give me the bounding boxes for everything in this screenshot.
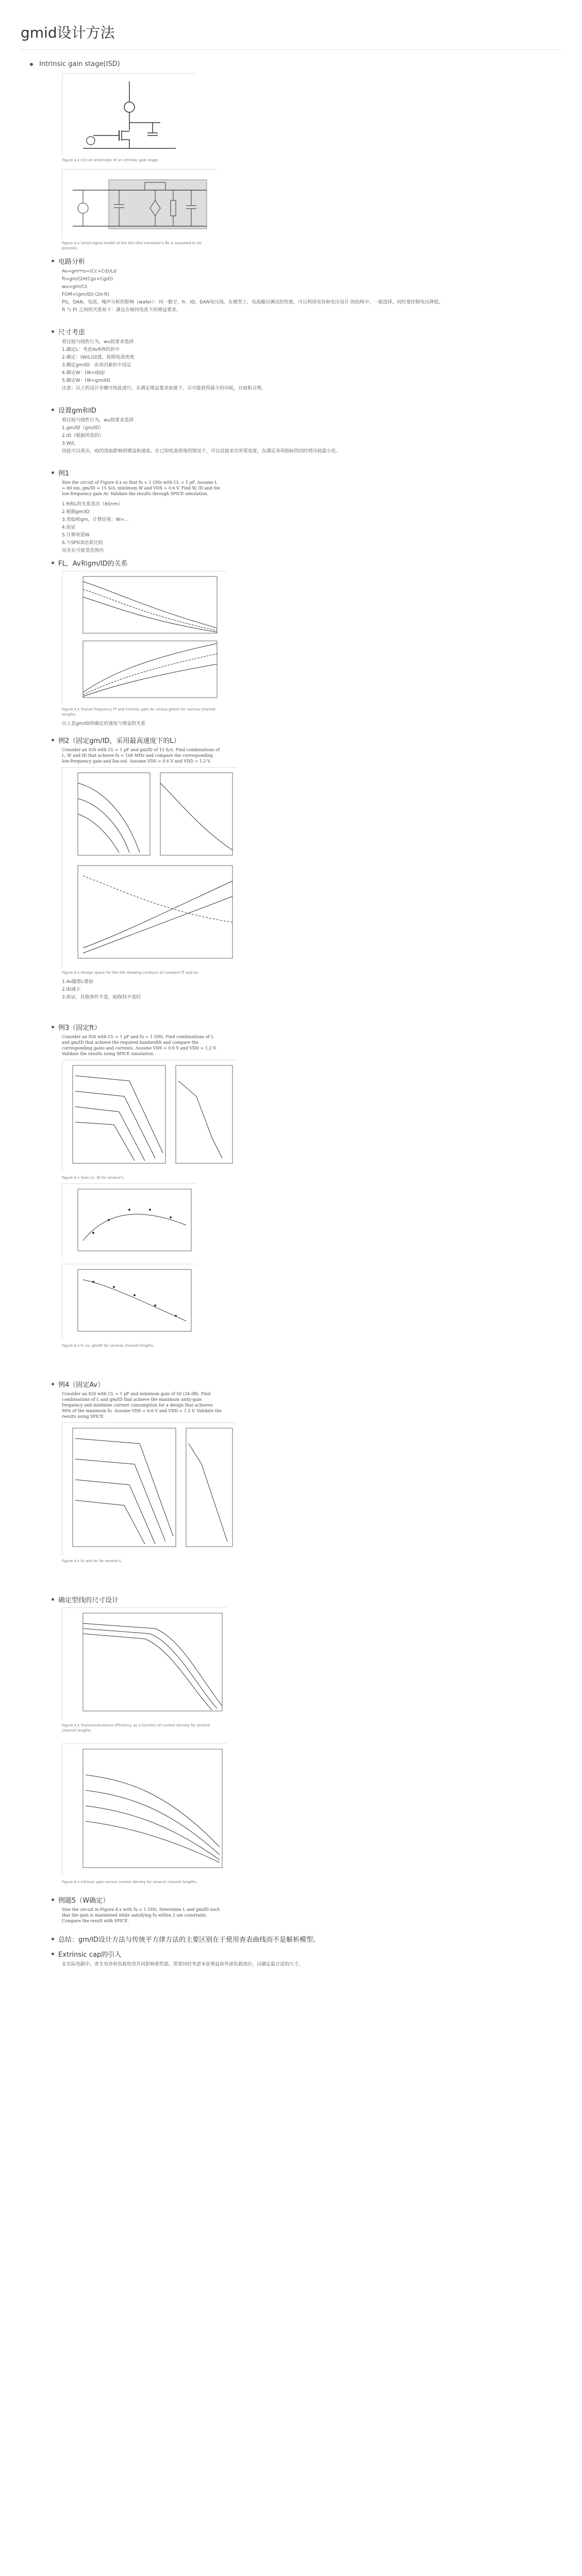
section-heading: 例题5（W确定） xyxy=(52,1895,561,1905)
text-line: 1.ft和L的关系选出（60nm） xyxy=(62,502,123,507)
figure-caption: Figure 4.x Design space for the IGS showing contours of constant fT and Av. xyxy=(62,971,199,975)
figure-caption: Figure 4.x Gain vs. ID for several L. xyxy=(62,1176,125,1180)
text-line: 以上是gm/ID所确定的速度与增益的关系 xyxy=(62,721,146,726)
figure-caption: Figure 4.x fu and Av for several L. xyxy=(62,1559,123,1563)
bullet-icon xyxy=(52,1026,54,1028)
fu-av-svg xyxy=(62,1423,238,1557)
ft-av-chart-svg xyxy=(62,571,227,705)
toc-item[interactable] xyxy=(30,60,561,68)
design-space-figure xyxy=(62,767,237,968)
paragraph: 因此可以看出，ID的选取影响到增益和速度。在已知电流密度的情况下，可以直接求出所需宽度，在满足各项指标的同时使功耗最小化。 xyxy=(62,449,341,454)
section-sizing xyxy=(52,327,561,393)
text-line: wu=gm/Cs xyxy=(62,284,88,290)
bullet-icon xyxy=(52,1598,54,1601)
section-heading: 例3（固定ft） xyxy=(52,1022,561,1032)
gain-current-figure xyxy=(62,1060,237,1173)
text-line: 6.与SPICE结果比较 xyxy=(62,540,103,546)
section-sizing-charts xyxy=(52,1595,561,1604)
section-example-1 xyxy=(52,468,561,568)
bullet-icon xyxy=(52,1938,54,1940)
section-heading: 例2（固定gm/ID，采用最高速度下的L） xyxy=(52,735,561,745)
fu-chart-1-svg xyxy=(62,1184,196,1261)
gain-density-chart xyxy=(62,1743,227,1877)
book-excerpt: Size the circuit of Figure 4.x so that fu = 1 GHz with CL = 1 pF. Assume L = 60 nm, gm/ID = 15 S/A, minimum W and VDS = 0.6 V. Find W, ID and the low-frequency gain Av. Validate the results through SPICE simulation. xyxy=(62,480,221,496)
gm-id-density-svg xyxy=(62,1608,227,1721)
gain-density-svg xyxy=(62,1744,227,1878)
content-body xyxy=(52,73,561,1969)
subsection-heading: FL，Av和gm/ID的关系 xyxy=(52,558,561,568)
toc-item-label: Intrinsic gain stage(ISD) xyxy=(39,60,120,68)
figure-caption: Figure 4.x Small-signal model of the IGS (the transistor's Ro is assumed to be present). xyxy=(62,241,202,250)
text-line: 2.根据gm/ID xyxy=(62,510,90,515)
fu-av-figure xyxy=(62,1422,237,1556)
text-line: ft 与 Ft 之间的关系如下：满足在相同电流下的增益要求。 xyxy=(62,308,181,313)
bullet-icon xyxy=(52,330,54,333)
section-heading: 电路分析 xyxy=(52,256,561,266)
section-heading: 确定型线的尺寸设计 xyxy=(52,1595,561,1604)
section-example-4 xyxy=(52,1379,561,1419)
section-heading: 设置gm和ID xyxy=(52,405,561,415)
text-line: FOM=(gm/ID)·(2π·ft) xyxy=(62,292,110,297)
book-excerpt: Size the circuit in Figure 4.x with fu = 1 GHz. Determine L and gm/ID such that the gain is maximized while satisfying fu within 2 um constraint. Compare the result with SPICE. xyxy=(62,1907,220,1923)
bullet-icon xyxy=(52,562,54,564)
text-line: 5.计算所需W xyxy=(62,533,90,538)
text-line: 1.gm/ID（gm/ID） xyxy=(62,426,104,431)
text-line: 3.验证，其他条件不变，ID保持不变时 xyxy=(62,995,141,1000)
bullet-icon xyxy=(52,1383,54,1385)
circuit-schematic-svg xyxy=(62,74,196,156)
bullet-icon xyxy=(52,409,54,411)
text-line: 1.Av随着L增加 xyxy=(62,979,93,985)
text-line: 1.确定L：考虑Av和ft的折中 xyxy=(62,347,120,352)
figure-caption: Figure 4.x Transconductance efficiency as a function of current density for several channel lengths. xyxy=(62,1723,210,1733)
text-line: 看比较与线性行为，wu按要求选择 xyxy=(62,418,134,423)
text-line: 4.验证 xyxy=(62,525,76,530)
fu-chart-2 xyxy=(62,1264,196,1341)
book-excerpt: Consider an IGS with CL = 1 pF and minimum gain of 50 (34 dB). Find combinations of L and gm/ID that achieve the maximum unity-gain frequency and minimize current consumption for a design that achieves 90% of the maximum fu. Assume VDS = 0.6 V and VDD = 1.2 V. Validate the results using SPICE. xyxy=(62,1392,222,1419)
section-heading: 例4（固定Av） xyxy=(52,1379,561,1389)
section-heading: Extrinsic cap的引入 xyxy=(52,1949,561,1959)
gain-current-svg xyxy=(62,1060,238,1174)
figure-caption: Figure 4.x Intrinsic gain versus current density for several channel lengths. xyxy=(62,1880,197,1884)
text-line: 3.W/L xyxy=(62,441,75,446)
section-heading: 例1 xyxy=(52,468,561,478)
design-space-svg xyxy=(62,768,238,969)
text-line: 3.查ID和gm，计算结果：W=... xyxy=(62,517,129,522)
section-example-3 xyxy=(52,1022,561,1057)
text-line: Av=gm*ro=(Cc+Cd)/Ld xyxy=(62,269,117,274)
bullet-icon xyxy=(52,1953,54,1955)
bullet-icon xyxy=(30,63,33,66)
title-divider xyxy=(21,49,561,50)
section-heading: 总结：gm/ID设计方法与传统平方律方法的主要区别在于使用查表曲线而不是解析模型。 xyxy=(52,1934,561,1944)
text-line: 2.ID减小 xyxy=(62,987,81,992)
text-line: 5.确定W：(W=gm/Id) xyxy=(62,378,110,383)
fu-chart-1 xyxy=(62,1183,196,1261)
text-line: 4.确定W：(W=ID/J) xyxy=(62,370,105,376)
small-signal-svg xyxy=(62,170,217,239)
text-line: 3.确定gm/ID：由各因素折中设定 xyxy=(62,363,131,368)
bullet-icon xyxy=(52,260,54,262)
text-line: 看比较与线性行为，wu按要求选择 xyxy=(62,340,134,345)
section-circuit-analysis xyxy=(52,256,561,314)
section-extrinsic-cap xyxy=(52,1949,561,1969)
figure-caption: Figure 4.x Circuit schematic of an intrinsic gain stage. xyxy=(62,158,159,162)
text-line: 2.ID（根据所需的） xyxy=(62,433,104,438)
book-excerpt: Consider an IGS with CL = 1 pF and fu = 1 GHz. Find combinations of L and gm/ID that achieve the required bandwidth and compare the corresponding gains and currents. Assume VDS = 0.6 V and VDD = 1.2 V. Validate the results using SPICE simulation. xyxy=(62,1035,217,1056)
bullet-icon xyxy=(52,739,54,741)
section-heading: 尺寸考虑 xyxy=(52,327,561,336)
book-excerpt: Consider an IGS with CL = 1 pF and gm/ID of 15 S/A. Find combinations of L, W and ID that achieve fu = 100 MHz and compare the corresponding low-frequency gain and fan-out. Assume VDS = 0.6 V and VDD = 1.2 V. xyxy=(62,748,220,764)
bullet-icon xyxy=(52,471,54,474)
ft-av-chart-figure xyxy=(62,571,227,705)
text-line: ft=gm/(2π(Cgs+Cgd)) xyxy=(62,277,113,282)
gm-id-density-chart xyxy=(62,1607,227,1721)
text-line: 误差在可接受范围内 xyxy=(62,548,104,553)
paragraph: 在实际电路中，寄生电容和负载电容共同影响着性能。需要同时考虑本征增益和外部负载效应，以确定最合适的尺寸。 xyxy=(62,1962,304,1967)
figure-caption: Figure 4.x Transit frequency fT and intrinsic gain Av versus gm/ID for various channel lengths. xyxy=(62,707,215,717)
small-signal-model-figure xyxy=(62,169,217,239)
section-example-2 xyxy=(52,735,561,764)
bullet-icon xyxy=(52,1899,54,1901)
text-line: 2.确定：(W/L)设置，按照电流密度 xyxy=(62,355,135,360)
page-title: gmid设计方法 xyxy=(21,24,115,41)
paragraph: 注意：以上的设计步骤可按此进行，在满足增益要求前提下，尽可能获得最小的功耗，且面积合理。 xyxy=(62,386,267,391)
section-set-gm-id xyxy=(52,405,561,455)
paragraph: PG，DAN，电流。噪声分析的影响（wafer）：同一数字，fr，ID，DAN电压线，在模型上，电流输出测试的性能，可以利用电容和电压设计 的结构中，一般选择，同时要控制电压降低。 xyxy=(62,300,443,305)
figure-caption: Figure 4.x fu vs. gm/ID for several channel lengths. xyxy=(62,1344,155,1348)
section-summary xyxy=(52,1934,561,1944)
fu-chart-2-svg xyxy=(62,1264,196,1342)
section-example-5 xyxy=(52,1895,561,1924)
circuit-schematic-figure xyxy=(62,73,196,156)
